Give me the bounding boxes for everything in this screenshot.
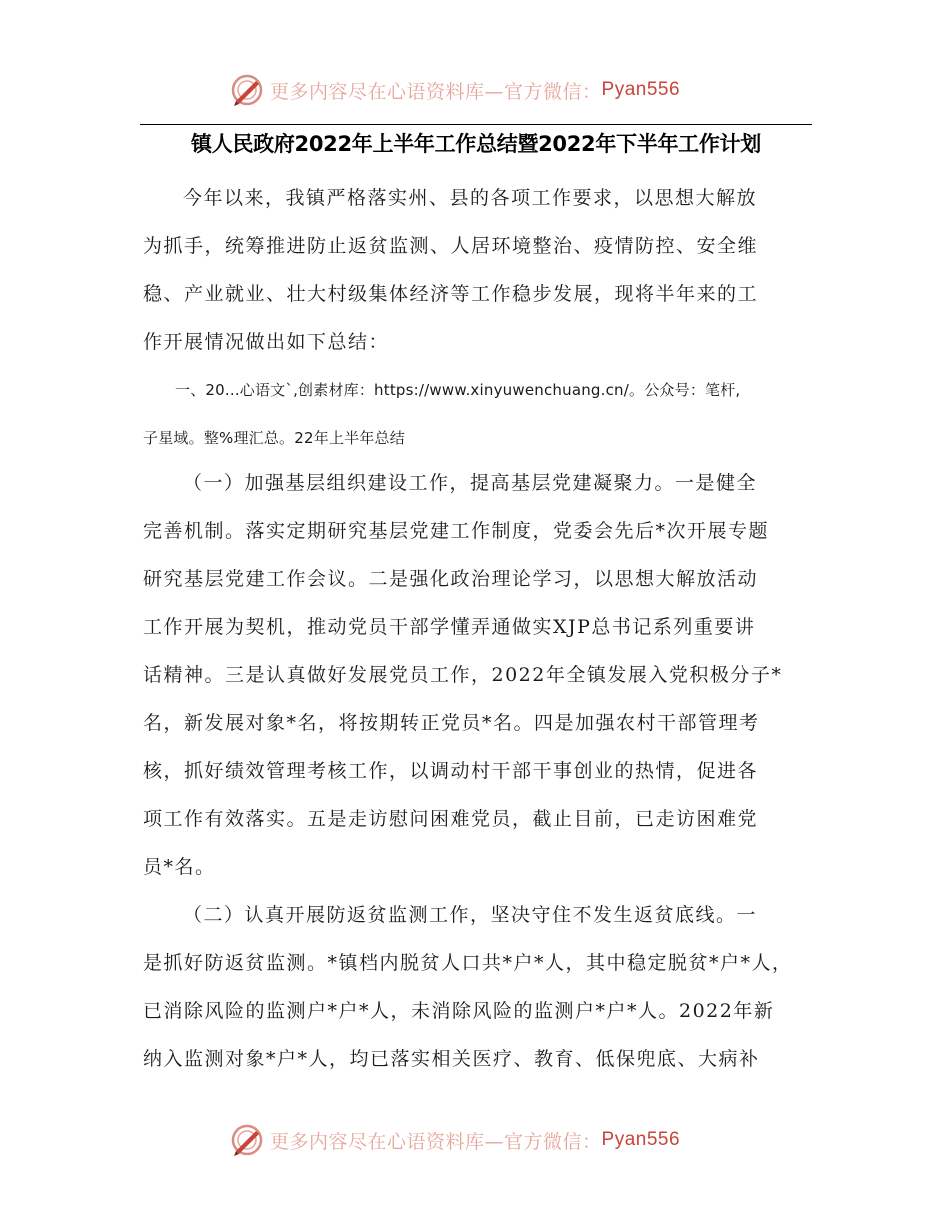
pen-seal-icon [230, 1123, 264, 1157]
heading-one-line: 子星域。整%理汇总。22年上半年总结 [143, 429, 405, 447]
footer-watermark [230, 1122, 730, 1158]
section-two-line: 已消除风险的监测户*户*人，未消除风险的监测户*户*人。2022年新 [143, 1000, 775, 1022]
section-two-line: （二）认真开展防返贫监测工作，坚决守住不发生返贫底线。一 [183, 904, 758, 926]
header-rule [140, 124, 812, 125]
heading-one-line: 一、20...心语文`,创素材库：https://www.xinyuwenchuang.cn/。公众号：笔杆, [175, 381, 741, 399]
intro-line: 作开展情况做出如下总结： [143, 331, 390, 353]
watermark-text: 更多内容尽在心语资料库—官方微信： [270, 80, 602, 103]
intro-line: 稳、产业就业、壮大村级集体经济等工作稳步发展，现将半年来的工 [143, 283, 759, 305]
section-two-line: 是抓好防返贫监测。*镇档内脱贫人口共*户*人，其中稳定脱贫*户*人， [143, 952, 793, 974]
section-one-line: 名，新发展对象*名，将按期转正党员*名。四是加强农村干部管理考 [143, 712, 760, 734]
pen-seal-icon [230, 73, 264, 107]
section-one-line: 研究基层党建工作会议。二是强化政治理论学习，以思想大解放活动 [143, 568, 759, 590]
intro-line: 今年以来，我镇严格落实州、县的各项工作要求，以思想大解放 [183, 187, 758, 209]
watermark-text: 更多内容尽在心语资料库—官方微信： [270, 1130, 602, 1153]
document-title: 镇人民政府2022年上半年工作总结暨2022年下半年工作计划 [191, 132, 761, 156]
section-one-line: （一）加强基层组织建设工作，提高基层党建凝聚力。一是健全 [183, 472, 758, 494]
section-one-line: 话精神。三是认真做好发展党员工作，2022年全镇发展入党积极分子* [143, 664, 783, 686]
section-one-line: 工作开展为契机，推动党员干部学懂弄通做实XJP总书记系列重要讲 [143, 616, 756, 638]
section-one-line: 完善机制。落实定期研究基层党建工作制度，党委会先后*次开展专题 [143, 520, 770, 542]
section-one-line: 项工作有效落实。五是走访慰问困难党员，截止目前，已走访困难党 [143, 808, 759, 830]
section-one-line: 核，抓好绩效管理考核工作，以调动村干部干事创业的热情，促进各 [143, 760, 759, 782]
section-two-line: 纳入监测对象*户*人，均已落实相关医疗、教育、低保兜底、大病补 [143, 1048, 760, 1070]
document-body [143, 178, 805, 1087]
section-one-line: 员*名。 [143, 856, 216, 878]
header-watermark [230, 72, 730, 108]
intro-line: 为抓手，统筹推进防止返贫监测、人居环境整治、疫情防控、安全维 [143, 235, 759, 257]
watermark-wechat-id: Pyan556 [601, 1129, 681, 1150]
watermark-wechat-id: Pyan556 [601, 79, 681, 100]
